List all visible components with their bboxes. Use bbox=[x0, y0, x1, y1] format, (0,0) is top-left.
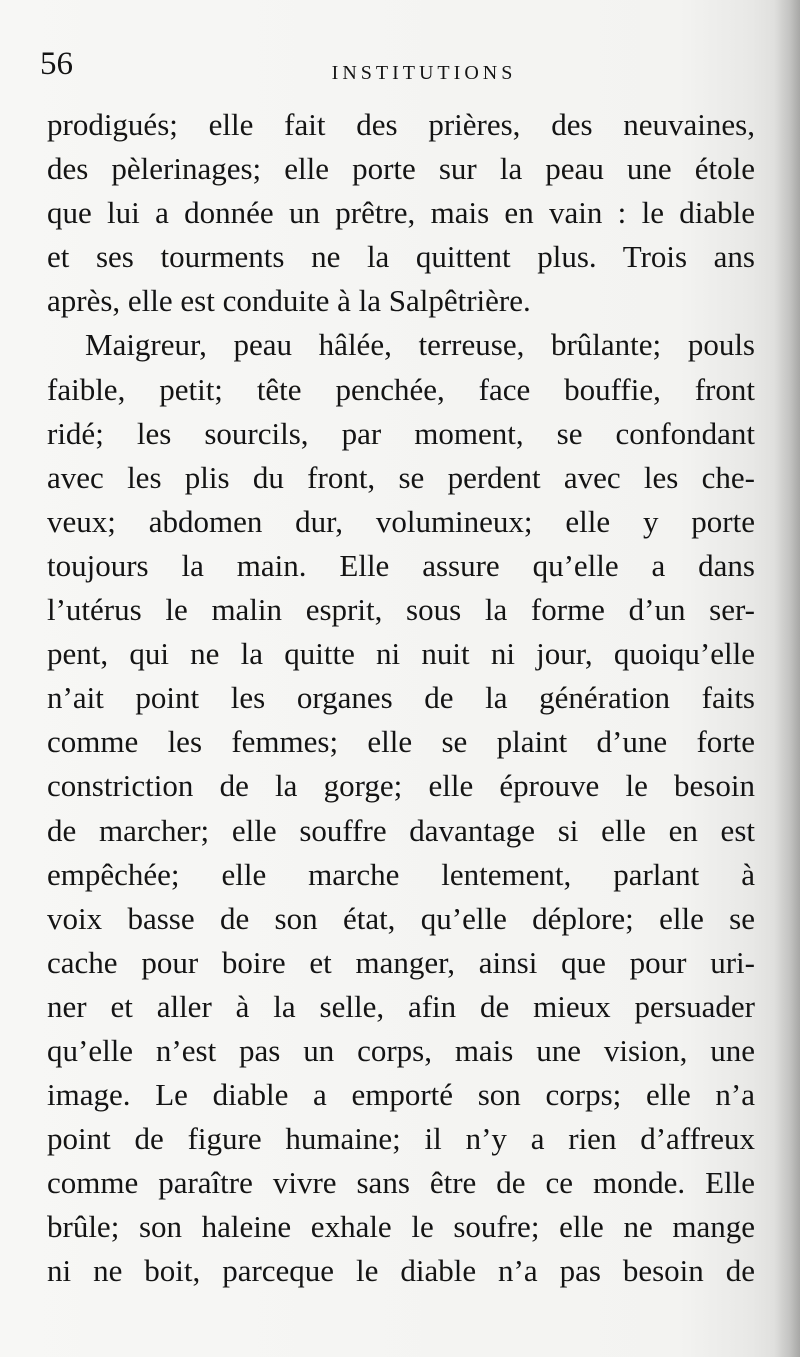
text-line: prodigués; elle fait des prières, des neuvaines, bbox=[47, 107, 755, 142]
running-head: INSTITUTIONS bbox=[331, 62, 517, 84]
page-number: 56 bbox=[40, 46, 73, 82]
text-line: l’utérus le malin esprit, sous la forme d’un ser- bbox=[47, 592, 755, 628]
text-line: cache pour boire et manger, ainsi que pour uri- bbox=[47, 944, 755, 980]
text-line: brûle; son haleine exhale le soufre; elle ne mange bbox=[47, 1209, 755, 1245]
text-line: ridé; les sourcils, par moment, se confondant bbox=[47, 415, 755, 451]
text-line: après, elle est conduite à la Salpêtrière. bbox=[47, 283, 531, 319]
page-header bbox=[40, 40, 760, 100]
text-line: et ses tourments ne la quittent plus. Trois ans bbox=[47, 239, 755, 275]
text-line: que lui a donnée un prêtre, mais en vain : le diable bbox=[47, 195, 755, 231]
text-line: faible, petit; tête penchée, face bouffie, front bbox=[47, 371, 755, 407]
text-line: image. Le diable a emporté son corps; elle n’a bbox=[47, 1077, 755, 1113]
text-line: de marcher; elle souffre davantage si elle en est bbox=[47, 812, 755, 848]
body-text bbox=[47, 103, 755, 1294]
text-line: ni ne boit, parceque le diable n’a pas besoin de bbox=[47, 1253, 755, 1289]
text-line: pent, qui ne la quitte ni nuit ni jour, quoiqu’elle bbox=[47, 636, 755, 672]
text-line: voix basse de son état, qu’elle déplore; elle se bbox=[47, 900, 755, 936]
text-line: constriction de la gorge; elle éprouve le besoin bbox=[47, 768, 755, 804]
text-line: des pèlerinages; elle porte sur la peau une étole bbox=[47, 151, 755, 187]
text-line: avec les plis du front, se perdent avec les che- bbox=[47, 459, 755, 495]
text-line: toujours la main. Elle assure qu’elle a dans bbox=[47, 547, 755, 583]
text-line: veux; abdomen dur, volumineux; elle y porte bbox=[47, 503, 755, 539]
text-line: comme les femmes; elle se plaint d’une forte bbox=[47, 724, 755, 760]
text-line: qu’elle n’est pas un corps, mais une vision, une bbox=[47, 1032, 755, 1068]
text-line: comme paraître vivre sans être de ce monde. Elle bbox=[47, 1165, 755, 1201]
page-edge-shadow bbox=[774, 0, 800, 1357]
text-line: empêchée; elle marche lentement, parlant à bbox=[47, 856, 755, 892]
text-line: n’ait point les organes de la génération faits bbox=[47, 680, 755, 716]
paragraph-start-line: Maigreur, peau hâlée, terreuse, brûlante; pouls bbox=[85, 327, 755, 363]
text-line: ner et aller à la selle, afin de mieux persuader bbox=[47, 988, 755, 1024]
text-line: point de figure humaine; il n’y a rien d’affreux bbox=[47, 1121, 755, 1157]
